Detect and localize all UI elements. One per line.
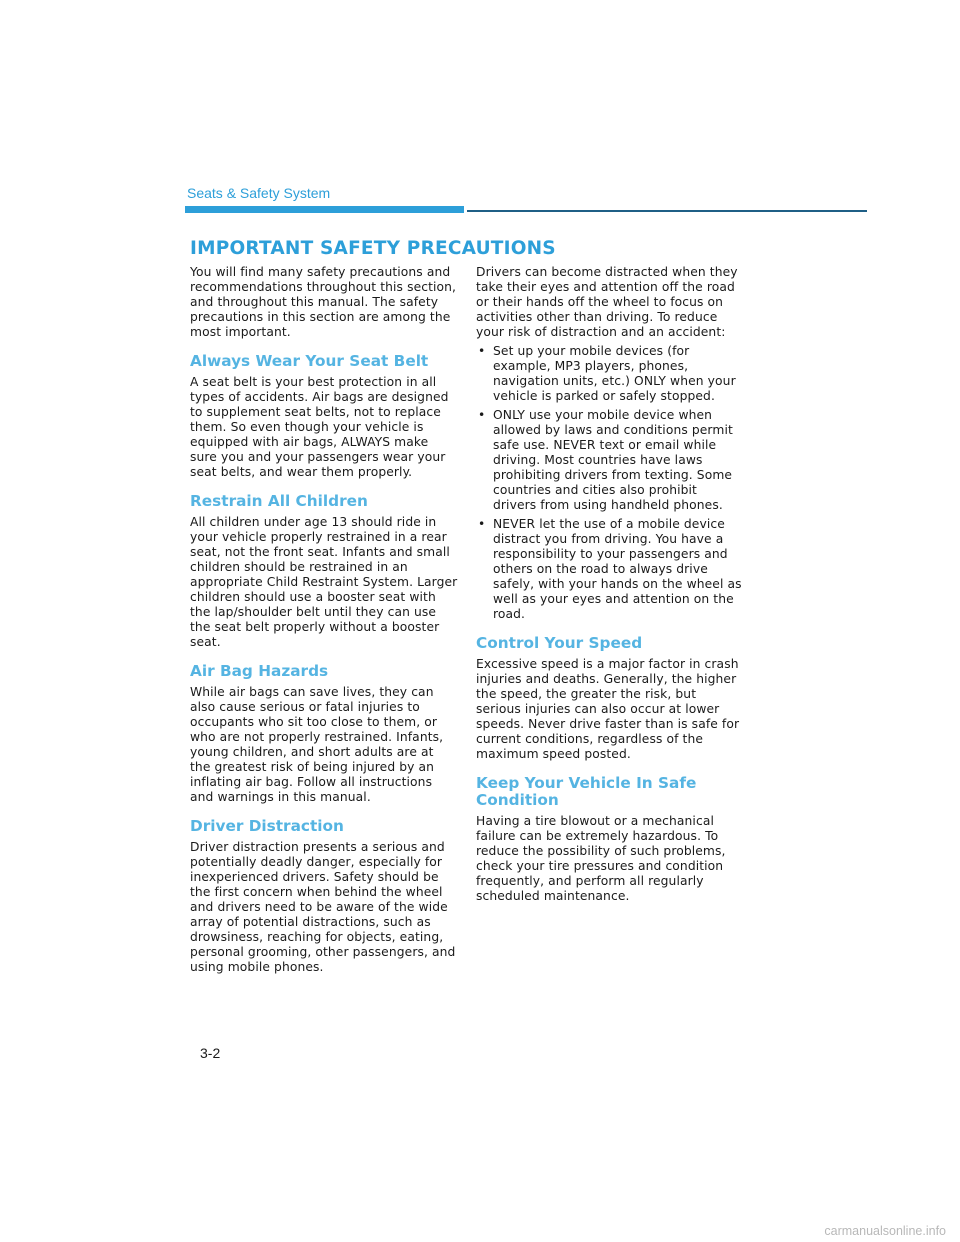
page-heading: IMPORTANT SAFETY PRECAUTIONS [190, 238, 556, 259]
distraction-bullet-list [476, 344, 744, 622]
condition-heading: Keep Your Vehicle In Safe Condition [476, 774, 697, 809]
children-paragraph: All children under age 13 should ride in your vehicle properly restrained in a rear seat, not the front seat. Infants and small children should be restrained in an appropriate Child Restraint System. Larger children should use a booster seat with the lap/shoulder belt until they can use the seat belt properly without a booster seat. [190, 515, 458, 649]
watermark: carmanualsonline.info [824, 1224, 946, 1238]
section-title: Seats & Safety System [187, 185, 331, 201]
air-bag-paragraph: While air bags can save lives, they can also cause serious or fatal injuries to occupants who sit too close to them, or who are not properly restrained. Infants, young children, and short adults are at the greatest risk of being injured by an inflating air bag. Follow all instructions and warnings in this manual. [190, 685, 444, 804]
list-item [476, 408, 744, 513]
list-item-text: ONLY use your mobile device when allowed by laws and conditions permit safe use. NEVER text or email while driving. Most countries have laws prohibiting drivers from texting. Some countries and cities also prohibit drivers from using handheld phones. [493, 408, 733, 512]
speed-paragraph: Excessive speed is a major factor in crash injuries and deaths. Generally, the higher the speed, the greater the risk, but serious injuries can also occur at lower speeds. Never drive faster than is safe for current conditions, regardless of the maximum speed posted. [476, 657, 740, 761]
distraction-heading: Driver Distraction [190, 817, 344, 835]
bullet-icon: • [478, 517, 486, 531]
list-item-text: NEVER let the use of a mobile device distract you from driving. You have a responsibility to your passengers and others on the road to always drive safely, with your hands on the wheel as well as your eyes and attention on the road. [493, 517, 742, 621]
seat-belt-heading: Always Wear Your Seat Belt [190, 352, 429, 370]
list-item [476, 344, 744, 404]
right-column [476, 265, 744, 904]
list-item [476, 517, 744, 622]
air-bag-heading: Air Bag Hazards [190, 662, 329, 680]
left-column [190, 265, 458, 975]
distraction-continued-paragraph: Drivers can become distracted when they take their eyes and attention off the road or their hands off the wheel to focus on activities other than driving. To reduce your risk of distraction and an accident: [476, 265, 738, 339]
bullet-icon: • [478, 344, 486, 358]
intro-paragraph: You will find many safety precautions and recommendations throughout this section, and throughout this manual. The safety precautions in this section are among the most important. [190, 265, 457, 339]
list-item-text: Set up your mobile devices (for example, MP3 players, phones, navigation units, etc.) ONLY when your vehicle is parked or safely stopped. [493, 344, 736, 403]
condition-paragraph: Having a tire blowout or a mechanical failure can be extremely hazardous. To reduce the possibility of such problems, check your tire pressures and condition frequently, and perform all regularly scheduled maintenance. [476, 814, 726, 903]
children-heading: Restrain All Children [190, 492, 368, 510]
header-rule [467, 210, 867, 212]
header-accent-bar [185, 206, 464, 213]
seat-belt-paragraph: A seat belt is your best protection in all types of accidents. Air bags are designed to supplement seat belts, not to replace them. So even though your vehicle is equipped with air bags, ALWAYS make sure you and your passengers wear your seat belts, and wear them properly. [190, 375, 449, 479]
page-number: 3-2 [200, 1045, 221, 1061]
speed-heading: Control Your Speed [476, 634, 643, 652]
distraction-paragraph: Driver distraction presents a serious and potentially deadly danger, especially for inexperienced drivers. Safety should be the first concern when behind the wheel and drivers need to be aware of the wide array of potential distractions, such as drowsiness, reaching for objects, eating, personal grooming, other passengers, and using mobile phones. [190, 840, 456, 974]
bullet-icon: • [478, 408, 486, 422]
